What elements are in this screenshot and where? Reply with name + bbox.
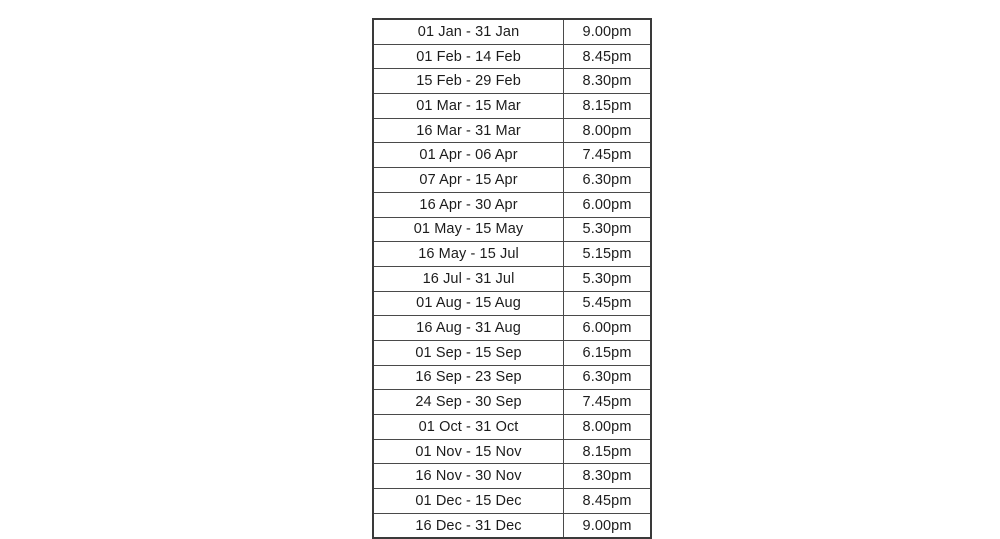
date-range-cell: 24 Sep - 30 Sep	[373, 390, 564, 415]
date-range-cell: 01 Feb - 14 Feb	[373, 44, 564, 69]
date-range-cell: 01 Apr - 06 Apr	[373, 143, 564, 168]
table-row	[373, 44, 651, 69]
schedule-table-body	[373, 19, 651, 538]
table-row	[373, 19, 651, 44]
table-row	[373, 94, 651, 119]
time-cell: 5.45pm	[564, 291, 651, 316]
time-cell: 6.30pm	[564, 365, 651, 390]
time-cell: 6.15pm	[564, 340, 651, 365]
time-cell: 8.45pm	[564, 489, 651, 514]
table-row	[373, 439, 651, 464]
time-cell: 8.45pm	[564, 44, 651, 69]
time-cell: 6.00pm	[564, 192, 651, 217]
time-cell: 7.45pm	[564, 143, 651, 168]
date-range-cell: 01 Nov - 15 Nov	[373, 439, 564, 464]
date-range-cell: 07 Apr - 15 Apr	[373, 168, 564, 193]
table-row	[373, 118, 651, 143]
table-row	[373, 390, 651, 415]
date-range-cell: 01 May - 15 May	[373, 217, 564, 242]
time-cell: 8.15pm	[564, 94, 651, 119]
table-row	[373, 217, 651, 242]
table-row	[373, 266, 651, 291]
table-row	[373, 513, 651, 538]
table-row	[373, 489, 651, 514]
table-row	[373, 168, 651, 193]
date-range-cell: 01 Dec - 15 Dec	[373, 489, 564, 514]
time-cell: 6.00pm	[564, 316, 651, 341]
table-row	[373, 291, 651, 316]
time-cell: 9.00pm	[564, 19, 651, 44]
date-range-cell: 01 Oct - 31 Oct	[373, 415, 564, 440]
date-range-cell: 16 Nov - 30 Nov	[373, 464, 564, 489]
time-cell: 7.45pm	[564, 390, 651, 415]
date-range-cell: 16 Aug - 31 Aug	[373, 316, 564, 341]
table-row	[373, 143, 651, 168]
table-row	[373, 69, 651, 94]
table-row	[373, 242, 651, 267]
time-cell: 5.30pm	[564, 266, 651, 291]
date-range-cell: 16 Mar - 31 Mar	[373, 118, 564, 143]
date-range-cell: 01 Aug - 15 Aug	[373, 291, 564, 316]
date-range-cell: 16 Dec - 31 Dec	[373, 513, 564, 538]
schedule-table-container	[372, 18, 652, 539]
time-cell: 9.00pm	[564, 513, 651, 538]
table-row	[373, 192, 651, 217]
date-range-cell: 01 Jan - 31 Jan	[373, 19, 564, 44]
time-cell: 6.30pm	[564, 168, 651, 193]
time-cell: 8.30pm	[564, 464, 651, 489]
time-cell: 8.30pm	[564, 69, 651, 94]
date-range-cell: 16 Apr - 30 Apr	[373, 192, 564, 217]
date-range-cell: 01 Sep - 15 Sep	[373, 340, 564, 365]
time-cell: 5.30pm	[564, 217, 651, 242]
date-range-cell: 16 May - 15 Jul	[373, 242, 564, 267]
table-row	[373, 365, 651, 390]
table-row	[373, 464, 651, 489]
date-range-cell: 01 Mar - 15 Mar	[373, 94, 564, 119]
date-range-cell: 16 Sep - 23 Sep	[373, 365, 564, 390]
time-cell: 8.00pm	[564, 118, 651, 143]
time-cell: 5.15pm	[564, 242, 651, 267]
table-row	[373, 316, 651, 341]
date-range-cell: 15 Feb - 29 Feb	[373, 69, 564, 94]
time-cell: 8.15pm	[564, 439, 651, 464]
table-row	[373, 415, 651, 440]
date-range-cell: 16 Jul - 31 Jul	[373, 266, 564, 291]
schedule-table	[372, 18, 652, 539]
time-cell: 8.00pm	[564, 415, 651, 440]
table-row	[373, 340, 651, 365]
